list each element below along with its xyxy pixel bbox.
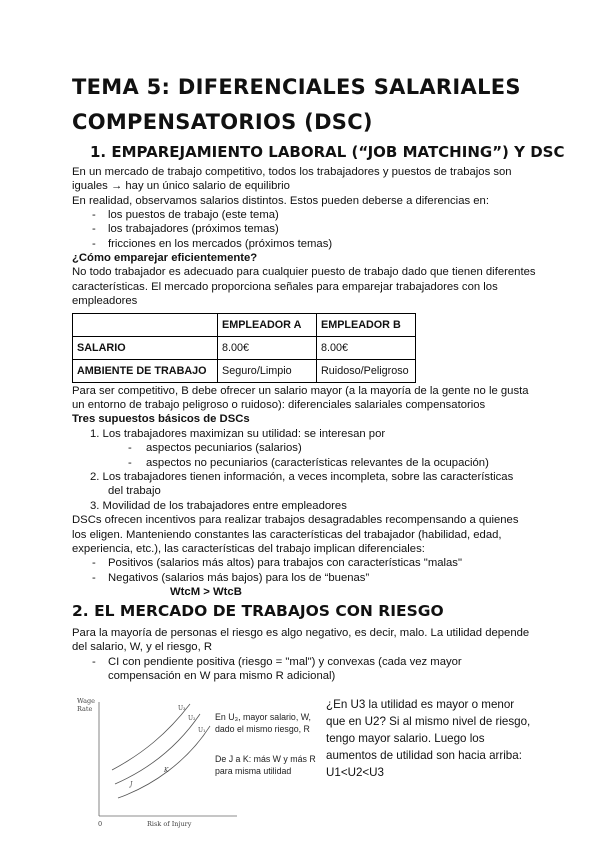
side-note-line: U1<U2<U3: [326, 766, 385, 779]
figure-y-axis-label: Rate: [77, 705, 93, 713]
curve-label-u1: U₁: [198, 727, 206, 734]
table-header-row: [73, 314, 416, 337]
bullet-dash: -: [128, 442, 132, 454]
indifference-curves-figure: [72, 692, 317, 828]
paragraph-matching-2: características. El mercado proporciona señales para emparejar trabajadores con los: [72, 281, 498, 293]
list-item-differences: los trabajadores (próximos temas): [108, 223, 279, 235]
bullet-dash: -: [92, 209, 96, 221]
point-label-k: K: [164, 767, 169, 774]
curve-label-u2: U₂: [188, 715, 196, 722]
indifference-curve-u3: [112, 704, 190, 770]
bullet-dash: -: [92, 557, 96, 569]
list-item-negative: Negativos (salarios más bajos) para los de “buenas”: [108, 572, 370, 584]
assumption-1-subitem: aspectos pecuniarios (salarios): [146, 442, 302, 454]
figure-y-axis-label: Wage: [77, 697, 95, 705]
bullet-dash: -: [92, 223, 96, 235]
table-cell: 8.00€: [317, 337, 416, 360]
assumption-3: 3. Movilidad de los trabajadores entre empleadores: [90, 500, 347, 512]
subheading-assumptions: Tres supuestos básicos de DSCs: [72, 413, 250, 425]
employer-comparison-table: [72, 313, 416, 383]
figure-note-2-continued: para misma utilidad: [215, 766, 292, 776]
table-cell: Ruidoso/Peligroso: [317, 360, 416, 383]
subheading-matching: ¿Cómo emparejar eficientemente?: [72, 252, 258, 264]
table-row-label: AMBIENTE DE TRABAJO: [73, 360, 218, 383]
paragraph-dsc-2: los eligen. Manteniendo constantes las características del trabajador (habilidad, edad,: [72, 529, 502, 541]
assumption-2-continued: del trabajo: [108, 485, 161, 497]
side-note-line: aumentos de utilidad son hacia arriba:: [326, 749, 522, 762]
wage-formula: WtcM > WtcB: [170, 586, 242, 598]
bullet-dash: -: [92, 238, 96, 250]
figure-x-axis-label: Risk of Injury: [147, 820, 192, 828]
section-1-heading: 1. EMPAREJAMIENTO LABORAL (“JOB MATCHING”) Y DSC: [90, 143, 565, 161]
side-note-line: que en U2? Si al mismo nivel de riesgo,: [326, 715, 531, 728]
document-title-line-1: TEMA 5: DIFERENCIALES SALARIALES: [72, 75, 521, 99]
table-header-cell: EMPLEADOR B: [317, 314, 416, 337]
point-label-j: J: [130, 781, 133, 788]
paragraph-risk-2: del salario, W, y el riesgo, R: [72, 641, 213, 653]
table-row-label: SALARIO: [73, 337, 218, 360]
paragraph-compensating-2: un entorno de trabajo peligroso o ruidoso): diferenciales salariales compensatorios: [72, 399, 486, 411]
side-note-line: tengo mayor salario. Luego los: [326, 732, 485, 745]
assumption-1-subitem: aspectos no pecuniarios (características relevantes de la ocupación): [146, 457, 489, 469]
figure-note-1-continued: dado el mismo riesgo, R: [215, 724, 310, 734]
table-cell: 8.00€: [218, 337, 317, 360]
curve-label-u3: U₃: [178, 705, 186, 712]
table-header-cell: [73, 314, 218, 337]
section-2-heading: 2. EL MERCADO DE TRABAJOS CON RIESGO: [72, 602, 444, 620]
paragraph-compensating-1: Para ser competitivo, B debe ofrecer un salario mayor (a la mayoría de la gente no le gusta: [72, 385, 529, 397]
figure-note-1: En U₃, mayor salario, W,: [215, 712, 311, 722]
table-cell: Seguro/Limpio: [218, 360, 317, 383]
paragraph-intro-3: En realidad, observamos salarios distintos. Estos pueden deberse a diferencias en:: [72, 195, 489, 207]
paragraph-matching-1: No todo trabajador es adecuado para cualquier puesto de trabajo dado que tienen diferentes: [72, 266, 536, 278]
side-note-line: ¿En U3 la utilidad es mayor o menor: [326, 698, 515, 711]
table-header-cell: EMPLEADOR A: [218, 314, 317, 337]
list-item-differences: los puestos de trabajo (este tema): [108, 209, 279, 221]
document-title-line-2: COMPENSATORIOS (DSC): [72, 110, 373, 134]
list-item-differences: fricciones en los mercados (próximos temas): [108, 238, 333, 250]
list-item-indifference-curves: CI con pendiente positiva (riesgo = "mal") y convexas (cada vez mayor: [108, 656, 462, 668]
assumption-2: 2. Los trabajadores tienen información, a veces incompleta, sobre las características: [90, 471, 514, 483]
indifference-curve-u2: [115, 714, 200, 784]
table-row: [73, 360, 416, 383]
paragraph-dsc-3: experiencia, etc.), las características del trabajo implican diferenciales:: [72, 543, 425, 555]
figure-origin-label: 0: [98, 820, 103, 828]
list-item-positive: Positivos (salarios más altos) para trabajos con características "malas": [108, 557, 462, 569]
list-item-indifference-curves-continued: compensación en W para mismo R adicional): [108, 670, 336, 682]
paragraph-intro-2: iguales → hay un único salario de equilibrio: [72, 180, 290, 192]
assumption-1: 1. Los trabajadores maximizan su utilidad: se interesan por: [90, 428, 386, 440]
table-row: [73, 337, 416, 360]
paragraph-risk-1: Para la mayoría de personas el riesgo es algo negativo, es decir, malo. La utilidad depende: [72, 627, 530, 639]
paragraph-matching-3: empleadores: [72, 295, 138, 307]
bullet-dash: -: [92, 572, 96, 584]
paragraph-intro-1: En un mercado de trabajo competitivo, todos los trabajadores y puestos de trabajos son: [72, 166, 512, 178]
paragraph-dsc-1: DSCs ofrecen incentivos para realizar trabajos desagradables recompensando a quienes: [72, 514, 519, 526]
figure-note-2: De J a K: más W y más R: [215, 754, 316, 764]
bullet-dash: -: [92, 656, 96, 668]
bullet-dash: -: [128, 457, 132, 469]
